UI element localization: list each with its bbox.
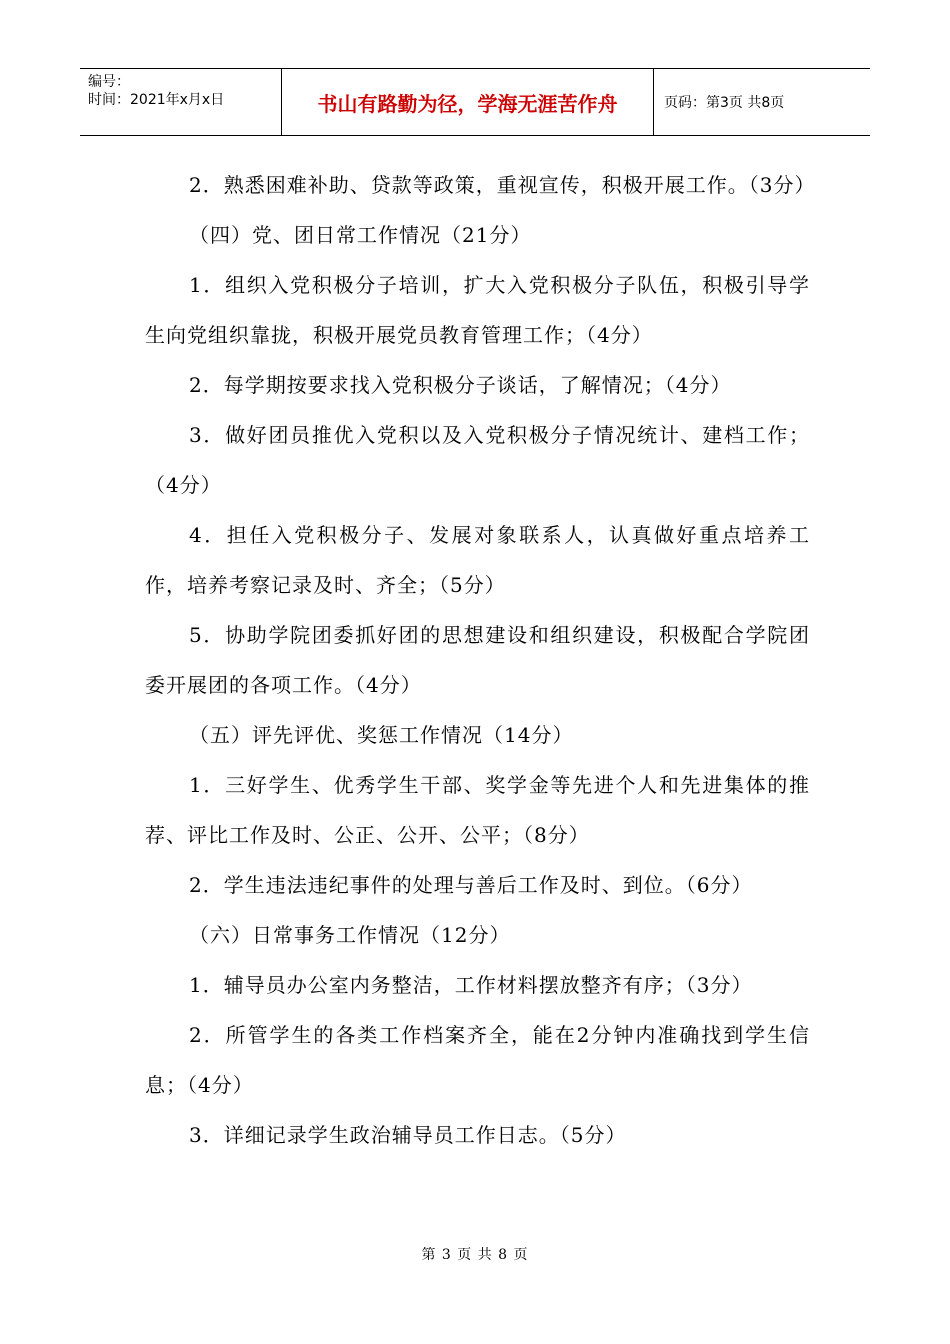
paragraph: 2．每学期按要求找入党积极分子谈话，了解情况；（4分） <box>189 373 732 397</box>
section-heading: （六）日常事务工作情况（12分） <box>189 923 511 947</box>
paragraph: 3．详细记录学生政治辅导员工作日志。（5分） <box>189 1123 627 1147</box>
paragraph: 2．学生违法违纪事件的处理与善后工作及时、到位。（6分） <box>189 873 753 897</box>
document-body <box>145 160 816 1160</box>
page-footer: 第 3 页 共 8 页 <box>421 1247 529 1263</box>
paragraph: 3．做好团员推优入党积以及入党积极分子情况统计、建档工作；（4分） <box>145 423 810 497</box>
number-label: 编号： <box>88 74 130 90</box>
section-heading: （五）评先评优、奖惩工作情况（14分） <box>189 723 574 747</box>
header-page-info: 页码：第3页 共8页 <box>664 95 785 111</box>
section-heading: （四）党、团日常工作情况（21分） <box>189 223 532 247</box>
paragraph: 1．三好学生、优秀学生干部、奖学金等先进个人和先进集体的推荐、评比工作及时、公正、公开、公平；（8分） <box>145 773 810 847</box>
paragraph: 2．熟悉困难补助、贷款等政策，重视宣传，积极开展工作。（3分） <box>189 173 816 197</box>
header-meta <box>80 69 282 135</box>
paragraph: 5．协助学院团委抓好团的思想建设和组织建设，积极配合学院团委开展团的各项工作。（4分） <box>145 623 810 697</box>
paragraph: 2．所管学生的各类工作档案齐全，能在2分钟内准确找到学生信息；（4分） <box>145 1023 810 1097</box>
date-label: 时间：2021年x月x日 <box>88 92 225 108</box>
document-header <box>80 68 870 136</box>
header-motto: 书山有路勤为径，学海无涯苦作舟 <box>282 69 654 135</box>
paragraph: 4．担任入党积极分子、发展对象联系人，认真做好重点培养工作，培养考察记录及时、齐全；（5分） <box>145 523 810 597</box>
paragraph: 1．组织入党积极分子培训，扩大入党积极分子队伍，积极引导学生向党组织靠拢，积极开展党员教育管理工作；（4分） <box>145 273 810 347</box>
paragraph: 1．辅导员办公室内务整洁，工作材料摆放整齐有序；（3分） <box>189 973 753 997</box>
